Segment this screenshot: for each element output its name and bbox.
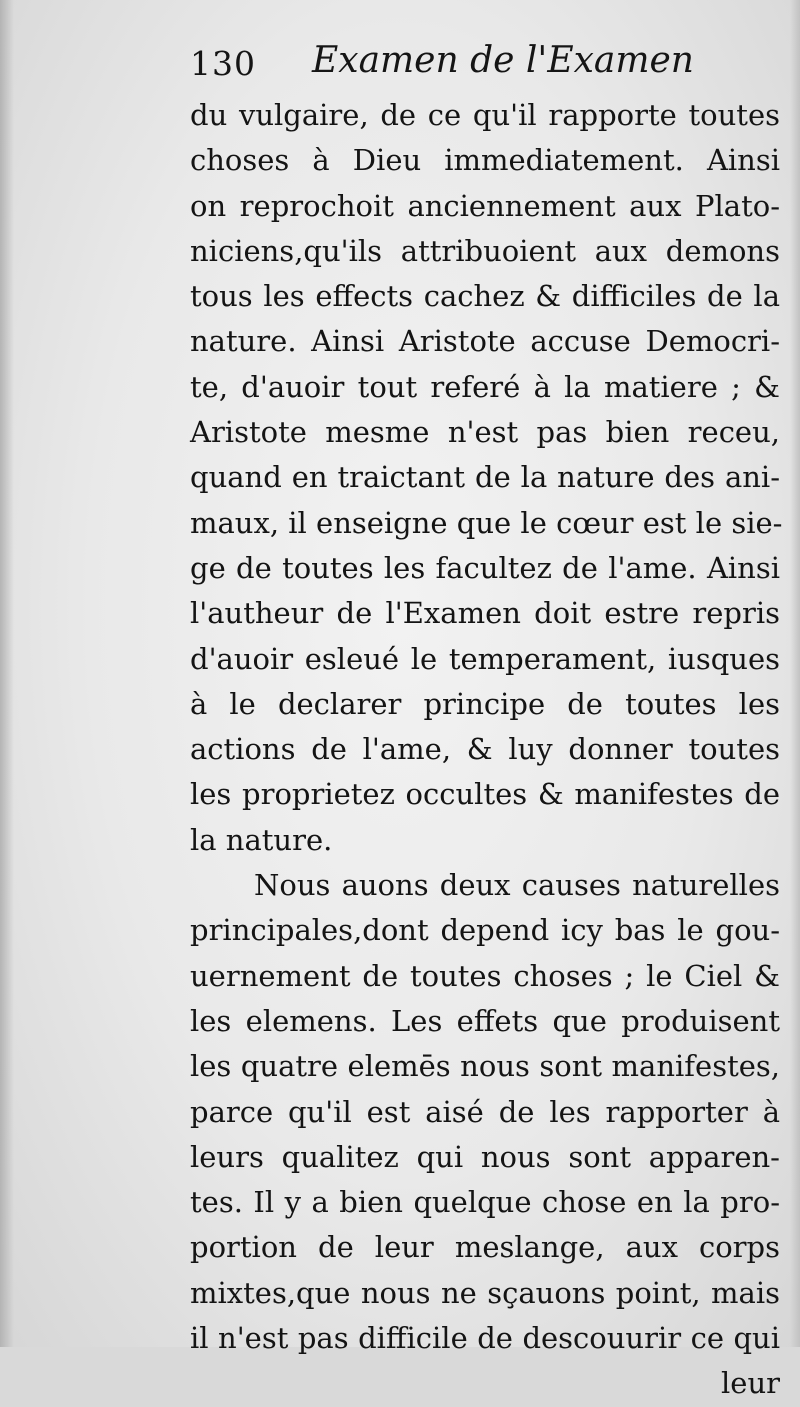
text-line: nature. Ainsi Aristote accuse Democri- — [190, 324, 780, 359]
page-edge-shadow-right — [790, 0, 800, 1347]
text-line: tous les effects cachez & difficiles de la — [190, 279, 780, 314]
text-line: la nature. — [190, 822, 333, 857]
text-line: portion de leur meslange, aux corps — [190, 1230, 780, 1265]
text-line: on reprochoit anciennement aux Plato- — [190, 188, 780, 223]
text-line: actions de l'ame, & luy donner toutes — [190, 732, 780, 767]
text-line: Aristote mesme n'est pas bien receu, — [190, 415, 780, 450]
paragraph-1 — [190, 93, 783, 863]
text-line: du vulgaire, de ce qu'il rapporte toutes — [190, 98, 780, 132]
text-line: principales,dont depend icy bas le gou- — [190, 913, 780, 948]
paragraph-2 — [190, 863, 780, 1361]
text-line: l'autheur de l'Examen doit estre repris — [190, 596, 780, 631]
text-line: tes. Il y a bien quelque chose en la pro- — [190, 1185, 780, 1220]
text-line: d'auoir esleué le temperament, iusques — [190, 641, 780, 676]
text-line: niciens,qu'ils attribuoient aux demons — [190, 233, 780, 268]
page-header — [190, 38, 694, 94]
page-number: 130 — [190, 44, 256, 83]
text-line: quand en traictant de la nature des ani- — [190, 460, 780, 495]
text-line: mixtes,que nous ne sçauons point, mais — [190, 1275, 780, 1310]
text-line: les quatre elemēs nous sont manifestes, — [190, 1049, 780, 1084]
text-line: à le declarer principe de toutes les — [190, 686, 780, 721]
text-line: les proprietez occultes & manifestes de — [190, 777, 780, 812]
text-line: les elemens. Les effets que produisent — [190, 1003, 780, 1038]
text-line: choses à Dieu immediatement. Ainsi — [190, 143, 780, 178]
text-line: maux, il enseigne que le cœur est le sie- — [190, 505, 783, 540]
body-text — [190, 93, 783, 1407]
text-line: parce qu'il est aisé de les rapporter à — [190, 1094, 780, 1129]
text-line: ge de toutes les facultez de l'ame. Ainsi — [190, 550, 780, 585]
text-line: te, d'auoir tout referé à la matiere ; & — [190, 369, 780, 404]
text-line: uernement de toutes choses ; le Ciel & — [190, 958, 780, 993]
page-edge-shadow-left — [0, 0, 14, 1347]
text-line: Nous auons deux causes naturelles — [254, 868, 780, 903]
catchword: leur — [721, 1366, 780, 1401]
text-line: leurs qualitez qui nous sont apparen- — [190, 1139, 780, 1174]
text-line: il n'est pas difficile de descouurir ce qui — [190, 1321, 780, 1356]
running-head: Examen de l'Examen — [312, 40, 694, 81]
